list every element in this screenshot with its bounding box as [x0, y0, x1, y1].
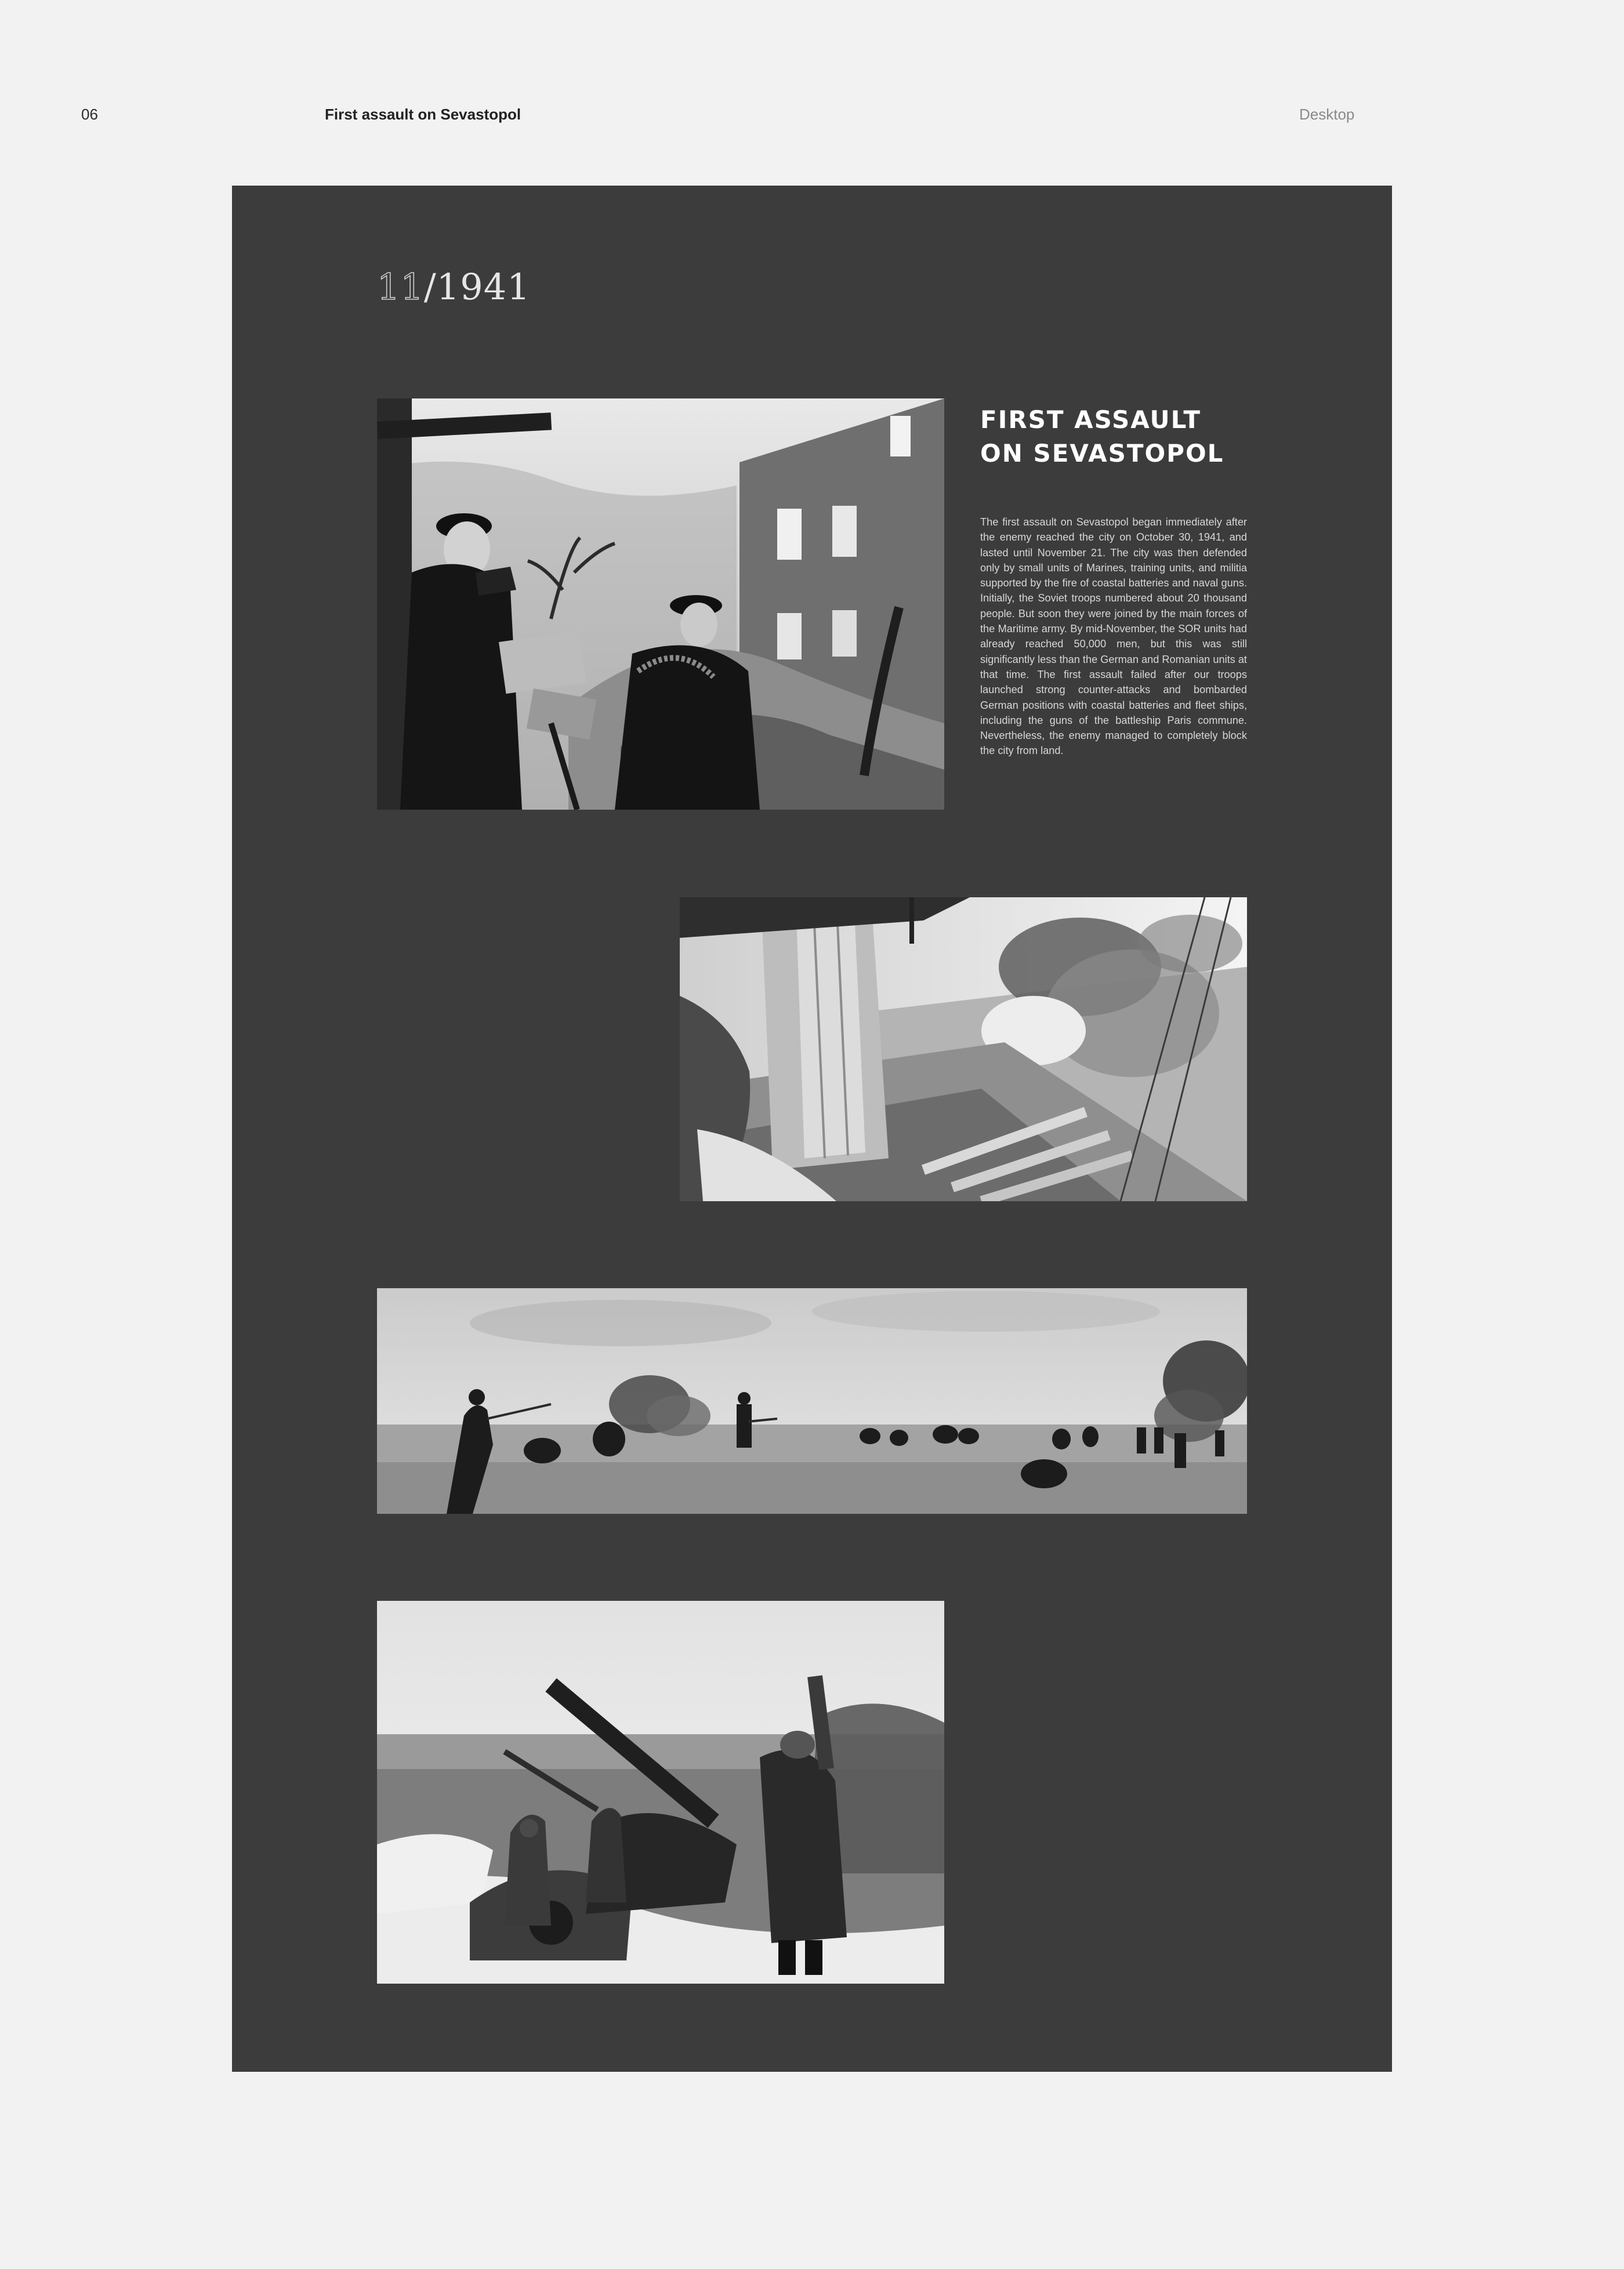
photo-marines-in-ruins: [377, 398, 944, 810]
section-heading: [980, 403, 1247, 470]
device-label: Desktop: [1299, 106, 1355, 123]
photo-anti-aircraft-gun: [377, 1601, 944, 1984]
section-heading-line1: FIRST ASSAULT: [980, 405, 1202, 434]
content-board: [232, 186, 1392, 2072]
page-title: First assault on Sevastopol: [325, 106, 521, 123]
page-number: 06: [81, 106, 98, 123]
photo-soldiers-advancing: [377, 1288, 1247, 1514]
date-year: /1941: [423, 266, 531, 308]
photo-battleship-guns: [680, 897, 1247, 1201]
section-body: The first assault on Sevastopol began immediately after the enemy reached the city on October 30, 1941, and lasted until November 21. The city was then defended only by small units of Marines, training units, and militia supported by the fire of coastal batteries and naval guns. Initially, the Soviet troops numbered about 20 thousand people. But soon they were joined by the main forces of the Maritime army. By mid-November, the SOR units had already reached 50,000 men, but this was still significantly less than the German and Romanian units at that time. The first assault failed after our troops launched strong counter-attacks and bombarded German positions with coastal batteries and fleet ships, including the guns of the battleship Paris commune. Nevertheless, the enemy managed to completely block the city from land.: [980, 516, 1247, 757]
section-heading-line2: ON SEVASTOPOL: [980, 439, 1224, 467]
date-month: 11: [377, 266, 424, 308]
date-heading: [377, 264, 531, 310]
